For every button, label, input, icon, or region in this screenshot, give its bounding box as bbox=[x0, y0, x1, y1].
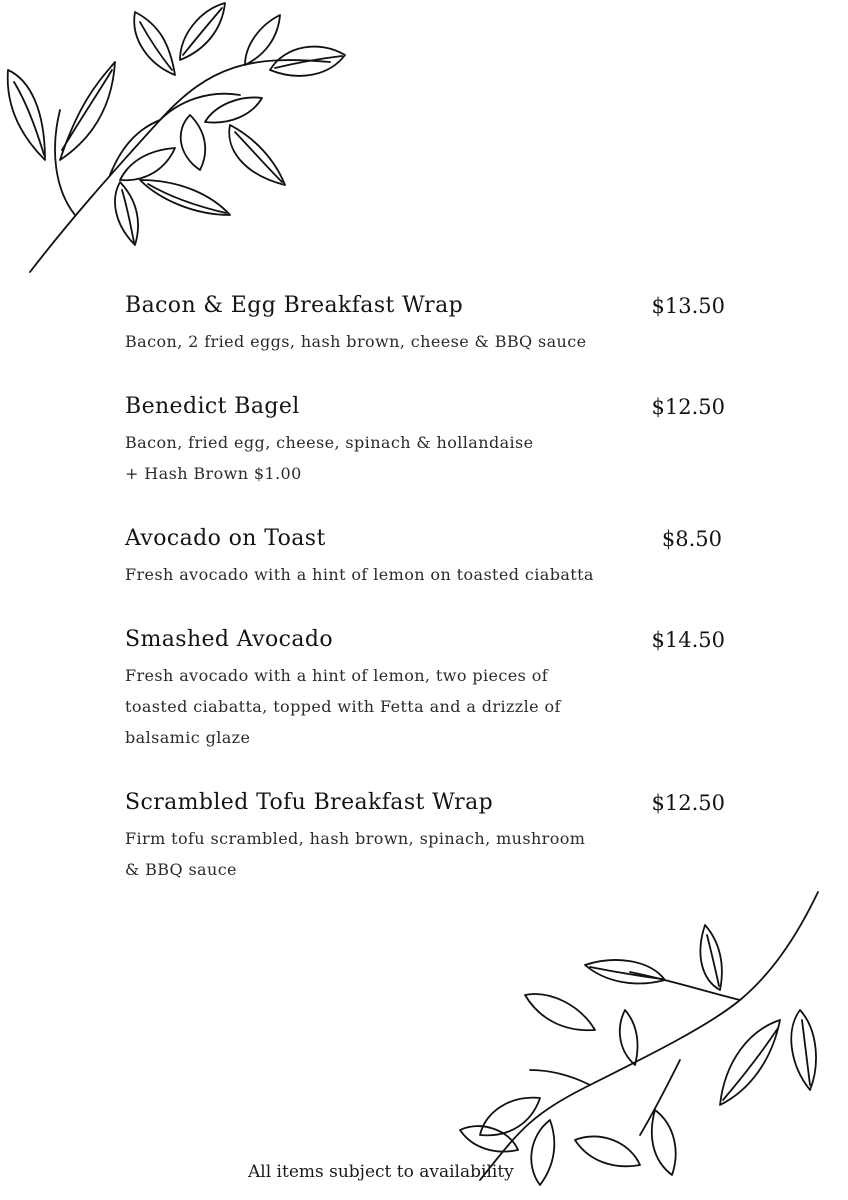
description-line: + Hash Brown $1.00 bbox=[125, 464, 302, 483]
menu-item bbox=[125, 391, 730, 489]
description-line: Fresh avocado with a hint of lemon on toasted ciabatta bbox=[125, 565, 594, 584]
item-name: Avocado on Toast bbox=[125, 526, 326, 551]
item-name: Benedict Bagel bbox=[125, 394, 300, 419]
leafy-branch-icon bbox=[440, 880, 840, 1200]
availability-note: All items subject to availability bbox=[248, 1162, 514, 1182]
description-line: Fresh avocado with a hint of lemon, two pieces of bbox=[125, 666, 549, 685]
menu-item bbox=[125, 523, 730, 590]
item-description bbox=[125, 823, 605, 885]
item-description bbox=[125, 427, 605, 489]
description-line: toasted ciabatta, topped with Fetta and a drizzle of bbox=[125, 697, 561, 716]
item-price: $13.50 bbox=[651, 294, 725, 318]
menu-item bbox=[125, 787, 730, 885]
description-line: Bacon, 2 fried eggs, hash brown, cheese & BBQ sauce bbox=[125, 332, 587, 351]
item-name: Bacon & Egg Breakfast Wrap bbox=[125, 293, 464, 318]
item-name: Smashed Avocado bbox=[125, 627, 334, 652]
item-description bbox=[125, 660, 605, 753]
description-line: Bacon, fried egg, cheese, spinach & hollandaise bbox=[125, 433, 534, 452]
item-price: $8.50 bbox=[661, 527, 722, 551]
menu-item bbox=[125, 290, 730, 357]
item-price: $12.50 bbox=[651, 791, 725, 815]
description-line: Firm tofu scrambled, hash brown, spinach, mushroom bbox=[125, 829, 586, 848]
item-price: $12.50 bbox=[651, 395, 725, 419]
menu-item bbox=[125, 624, 730, 753]
item-price: $14.50 bbox=[651, 628, 725, 652]
item-description bbox=[125, 326, 605, 357]
leafy-branch-icon bbox=[0, 0, 360, 290]
description-line: & BBQ sauce bbox=[125, 860, 237, 879]
item-description bbox=[125, 559, 605, 590]
menu-list bbox=[125, 290, 730, 885]
description-line: balsamic glaze bbox=[125, 728, 251, 747]
item-name: Scrambled Tofu Breakfast Wrap bbox=[125, 790, 494, 815]
